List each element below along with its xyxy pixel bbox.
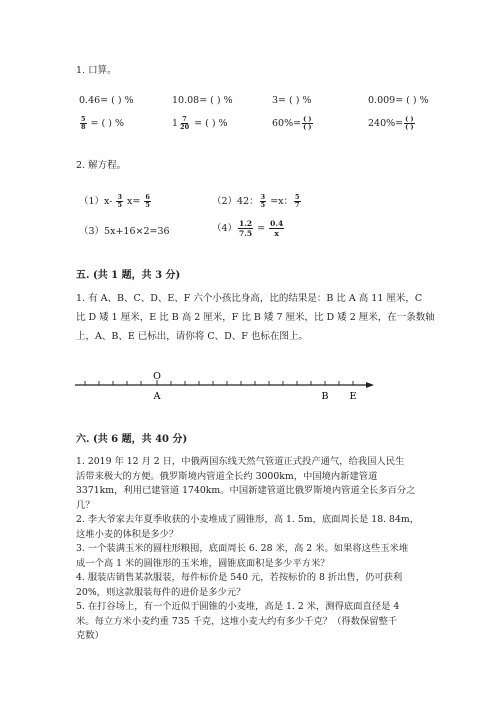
q1-item-6: 1 $\frac{7}{20}$ = ( ) % bbox=[172, 115, 228, 131]
q1-item-7: 60%= $\frac{( )}{( )}$ bbox=[272, 115, 312, 131]
fraction: $\frac{0.4}{x}$ bbox=[270, 219, 284, 238]
number-line bbox=[70, 368, 380, 404]
q2-eq-1: （1）x- $\frac{3}{5}$ x= $\frac{6}{5}$ bbox=[79, 193, 150, 209]
q2-eq-2: （2）42： $\frac{3}{5}$ =x： $\frac{5}{7}$ bbox=[212, 193, 300, 209]
text-line: 20%，则这款服装每件的进价是多少元？ bbox=[76, 586, 246, 598]
section-5-question-1 bbox=[76, 289, 436, 346]
text-line: 上，A、B、E 已标出，请你将 C、D、F 也标在图上。 bbox=[76, 331, 308, 342]
q1-title: 1. 口算。 bbox=[76, 65, 117, 76]
fraction: $\frac{6}{5}$ bbox=[145, 193, 150, 209]
text-line: 成一个高 1 米的圆锥形的玉米堆，圆锥底面积是多少平方米？ bbox=[76, 557, 330, 569]
fraction: $\frac{3}{5}$ bbox=[260, 193, 266, 209]
point-label-b: B bbox=[321, 391, 329, 402]
number-line-ticks bbox=[85, 380, 353, 385]
arrow-icon bbox=[366, 382, 374, 388]
point-label-a: A bbox=[153, 391, 161, 402]
text-line: 这堆小麦的体积是多少？ bbox=[76, 528, 179, 540]
origin-label: O bbox=[153, 371, 161, 382]
text-line: 2. 李大爷家去年夏季收获的小麦堆成了圆锥形，高 1. 5m，底面周长是 18. 84m， bbox=[76, 514, 419, 525]
text-line: 几？ bbox=[76, 499, 95, 511]
fraction: $\frac{7}{20}$ bbox=[180, 115, 190, 131]
section-5-title: 五. (共 1 题，共 3 分) bbox=[76, 270, 181, 281]
section-6-questions bbox=[76, 455, 436, 644]
q1-item-4: 0.009= ( ) % bbox=[368, 95, 429, 106]
fraction: $\frac{5}{8}$ bbox=[81, 115, 86, 131]
text-line: 3371km，利用已建管道 1740km。中国新建管道比俄罗斯境内管道全长多百分之 bbox=[76, 485, 416, 496]
text-line: 1. 有 A、B、C、D、E、F 六个小孩比身高，比的结果是：B 比 A 高 11 厘米，C bbox=[76, 293, 423, 304]
q1-item-8: 240%= $\frac{( )}{( )}$ bbox=[368, 115, 414, 131]
q2-title: 2. 解方程。 bbox=[76, 160, 127, 171]
q2-eq-3: （3）5x+16×2=36 bbox=[79, 226, 170, 237]
text-line: 米。每立方米小麦约重 735 千克，这堆小麦大约有多少千克？（得数保留整千 bbox=[76, 615, 398, 627]
text-line: 5. 在打谷场上，有一个近似于圆锥的小麦堆，高是 1. 2 米，测得底面直径是 4 bbox=[76, 601, 400, 612]
fraction-blank: $\frac{( )}{( )}$ bbox=[303, 115, 312, 131]
text-line: 克数） bbox=[76, 630, 104, 641]
q1-item-1: 0.46= ( ) % bbox=[79, 95, 134, 106]
fraction: $\frac{1.2}{7.5}$ bbox=[239, 219, 253, 238]
fraction: $\frac{5}{7}$ bbox=[295, 193, 300, 209]
text-line: 活带来极大的方便。俄罗斯境内管道全长约 3000km，中国境内新建管道 bbox=[76, 470, 378, 482]
q1-item-3: 3= ( ) % bbox=[272, 95, 312, 106]
fraction-blank: $\frac{( )}{( )}$ bbox=[405, 115, 414, 131]
text-line: 比 D 矮 1 厘米，E 比 B 高 2 厘米，F 比 B 矮 7 厘米，比 D 矮 2 厘米，在一条数轴 bbox=[76, 312, 435, 323]
text-line: 1. 2019 年 12 月 2 日，中俄两国东线天然气管道正式投产通气，给我国人民生 bbox=[76, 456, 405, 467]
text-line: 3. 一个装满玉米的圆柱形粮囤，底面周长 6. 28 米，高 2 米。如果将这些玉米堆 bbox=[76, 543, 409, 554]
fraction: $\frac{3}{5}$ bbox=[117, 193, 122, 209]
q1-item-5: $\frac{5}{8}$ = ( ) % bbox=[81, 115, 125, 131]
text-line: 4. 服装店销售某款服装，每件标价是 540 元，若按标价的 8 折出售，仍可获利 bbox=[76, 572, 403, 583]
q1-item-2: 10.08= ( ) % bbox=[172, 95, 233, 106]
section-6-title: 六. (共 6 题，共 40 分) bbox=[76, 434, 188, 445]
point-label-e: E bbox=[349, 391, 357, 402]
q2-eq-4: （4） $\frac{1.2}{7.5}$ = $\frac{0.4}{x}$ bbox=[212, 219, 284, 238]
